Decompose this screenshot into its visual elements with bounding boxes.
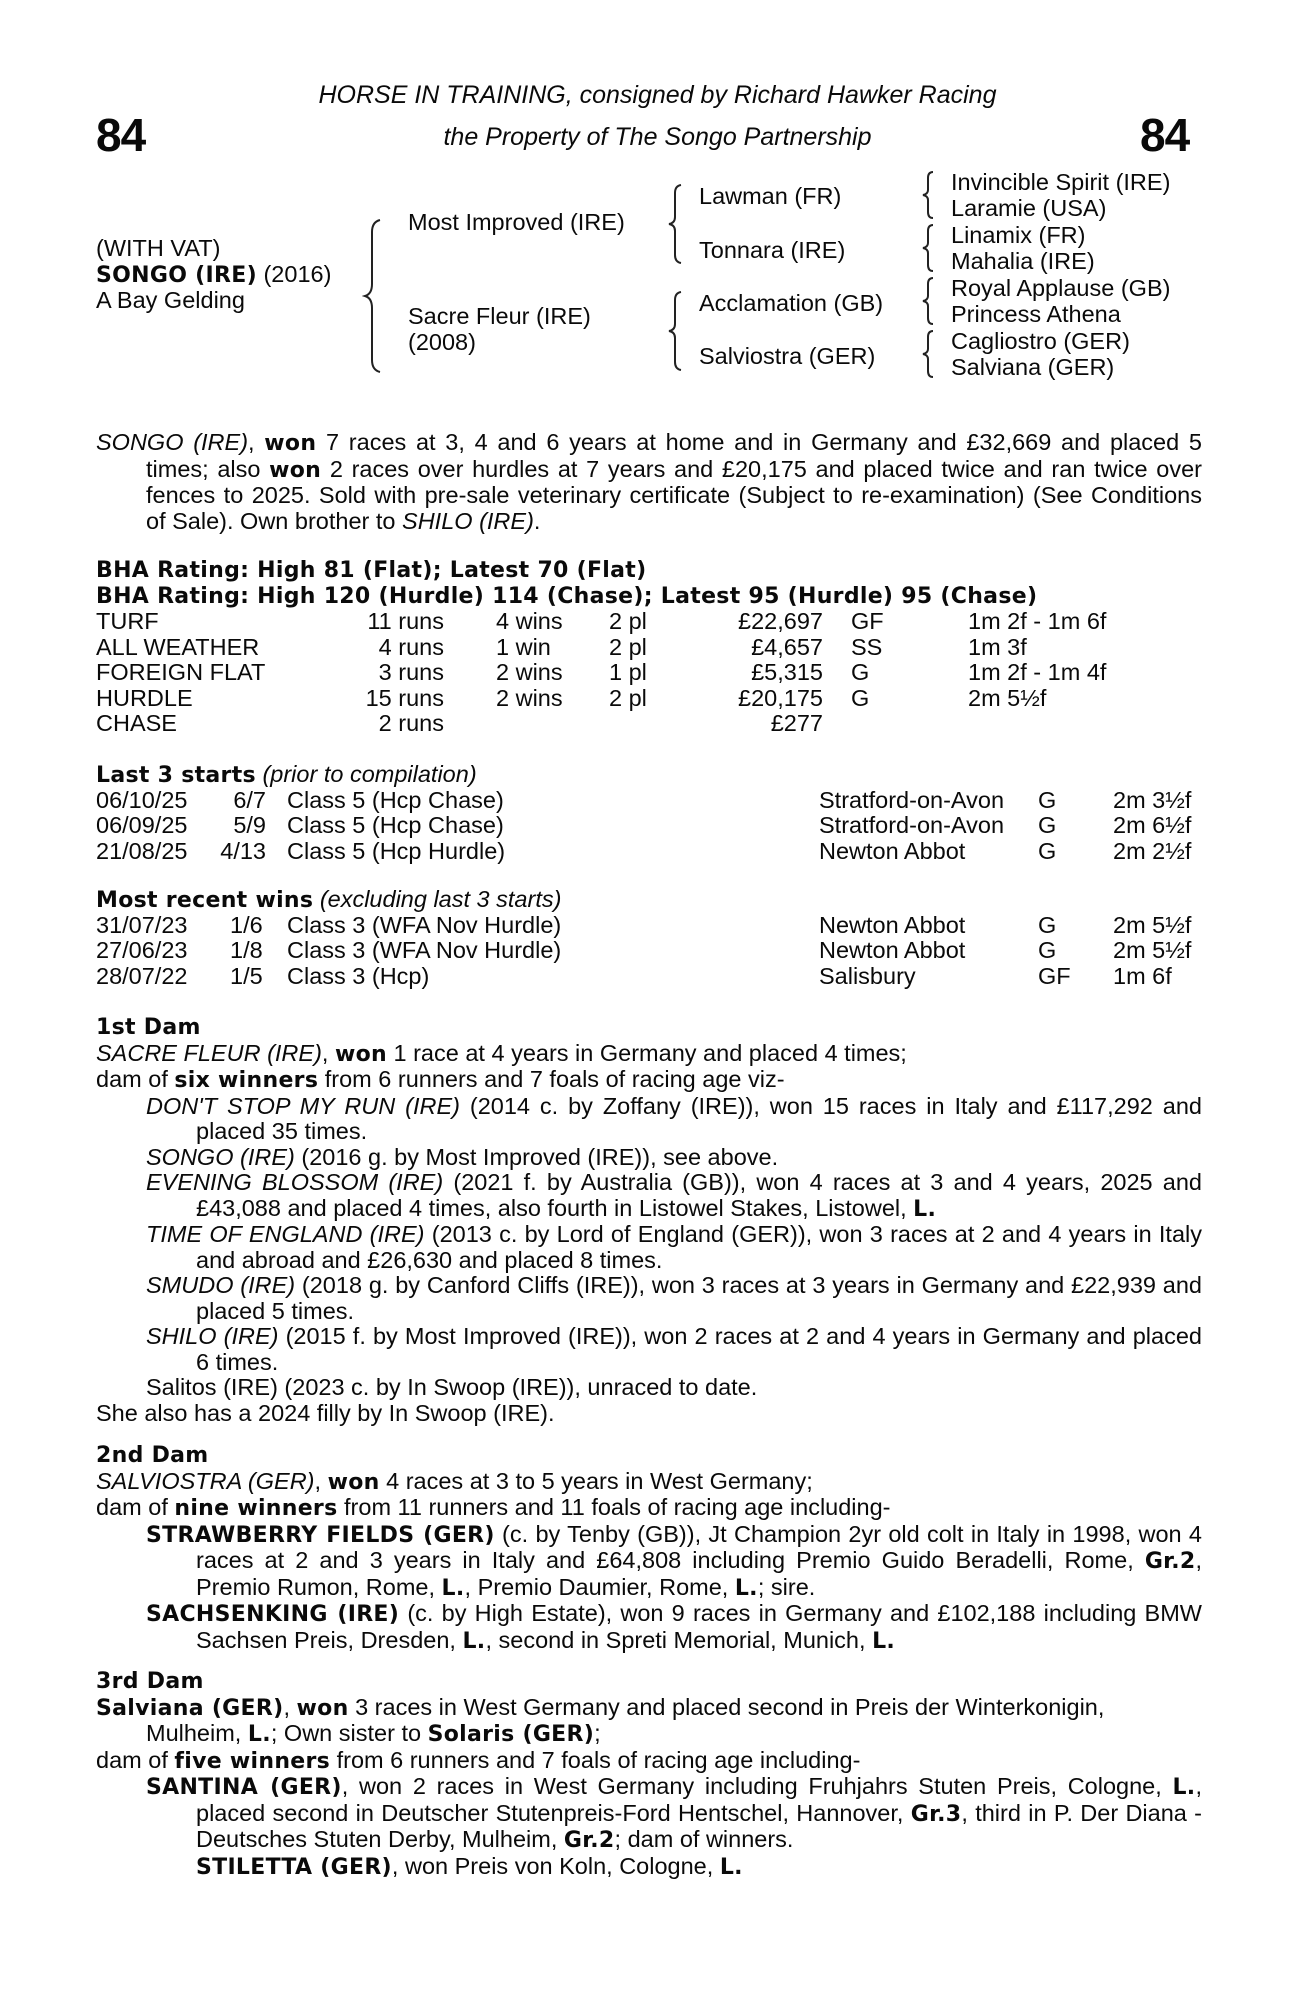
horse-title <box>96 262 331 289</box>
listed-label: L. <box>719 1854 743 1880</box>
group-label: Gr.2 <box>1144 1549 1196 1574</box>
bha-rating-jumps: BHA Rating: High 120 (Hurdle) 114 (Chase); Latest 95 (Hurdle) 95 (Chase) <box>96 584 1038 609</box>
dam-name: Sacre Fleur (IRE) <box>408 303 591 329</box>
race-date: 28/07/22 <box>96 962 188 989</box>
produce-text: (2013 c. by Lord of England (GER)), won 3 races at 2 and 4 years in Italy and abroad and £26,630 and placed 8 times. <box>196 1221 1202 1273</box>
produce-name: SONGO (IRE) <box>146 1143 295 1170</box>
produce-name: EVENING BLOSSOM (IRE) <box>146 1169 444 1195</box>
won-label: won <box>264 431 317 456</box>
section-heading <box>96 887 1196 913</box>
consignor-heading: HORSE IN TRAINING, consigned by Richard Hawker Racing <box>318 81 997 109</box>
race-class: Class 5 (Hcp Hurdle) <box>287 837 506 864</box>
dam-of-line <box>96 1067 1202 1094</box>
stat-going: G <box>851 659 870 685</box>
summary-end: . <box>533 507 541 534</box>
racing-summary: SONGO (IRE), won 7 races at 3, 4 and 6 years at home and in Germany and £32,669 and placed 5 times; also won 2 races over hurdles at 7 years and £20,175 and placed twice and ran twice over fences to 2025. Sold with pre-sale veterinary certificate (Subject to re-examination) (See Conditions of Sale). Own brother to SHILO (IRE). <box>96 429 1202 534</box>
summary-text: 2 races over hurdles at 7 years and £20,175 and placed twice and ran twice over fences to 2025. Sold with pre-sale veterinary certificate (Subject to re-examination) (See Conditions of Sale). Own brother to <box>146 455 1202 534</box>
stats-row <box>96 686 1196 712</box>
group-label: Gr.2 <box>563 1828 615 1853</box>
dam-summary: SACRE FLEUR (IRE), won 1 race at 4 years in Germany and placed 4 times; <box>96 1039 907 1067</box>
gen3-4: Mahalia (IRE) <box>951 248 1095 274</box>
produce-item <box>96 1774 1202 1854</box>
section-title: 2nd Dam <box>96 1443 209 1468</box>
race-date: 06/09/25 <box>96 812 188 838</box>
won-label: won <box>269 457 322 483</box>
race-course: Stratford-on-Avon <box>819 786 1005 813</box>
listed-label: L. <box>913 1196 937 1222</box>
race-class: Class 5 (Hcp Chase) <box>287 812 504 838</box>
stats-row <box>96 711 1196 737</box>
produce-name: SHILO (IRE) <box>146 1323 279 1349</box>
horse-description: A Bay Gelding <box>96 287 245 313</box>
stat-prize: £4,657 <box>751 633 823 660</box>
race-date: 31/07/23 <box>96 911 188 938</box>
race-class: Class 5 (Hcp Chase) <box>287 786 504 813</box>
race-going: G <box>1038 837 1057 864</box>
dam-summary: SALVIOSTRA (GER), won 4 races at 3 to 5 years in West Germany; <box>96 1467 813 1495</box>
property-heading: the Property of The Songo Partnership <box>443 123 872 151</box>
dam-sire: Acclamation (GB) <box>699 290 884 316</box>
produce-item <box>96 1145 1202 1171</box>
dam-of-line <box>96 1495 1202 1522</box>
race-position: 1/8 <box>230 937 263 963</box>
stat-going: SS <box>851 633 883 660</box>
race-position: 5/9 <box>233 812 266 838</box>
gen3-7: Cagliostro (GER) <box>951 328 1130 354</box>
section-title: Last 3 starts <box>96 763 256 788</box>
horse-year: (2016) <box>263 261 332 287</box>
produce-name: SACHSENKING (IRE) <box>146 1602 400 1627</box>
gen3-1: Invincible Spirit (IRE) <box>951 169 1171 195</box>
brace-icon <box>362 218 384 374</box>
stat-type: ALL WEATHER <box>96 633 260 660</box>
last-3-starts <box>96 762 1196 864</box>
summary-horse-name: SONGO (IRE) <box>96 429 249 455</box>
bha-rating-flat: BHA Rating: High 81 (Flat); Latest 70 (Flat) <box>96 558 647 583</box>
produce-item <box>96 1522 1202 1602</box>
section-title: 1st Dam <box>96 1015 201 1040</box>
stat-runs: 15 runs <box>365 684 444 711</box>
section-heading <box>96 762 1196 788</box>
race-course: Newton Abbot <box>819 937 966 963</box>
lot-number-right: 84 <box>1140 109 1190 161</box>
race-position: 4/13 <box>220 837 266 864</box>
sire-name: Most Improved (IRE) <box>408 209 625 235</box>
sire-dam: Tonnara (IRE) <box>699 237 846 263</box>
produce-text: , second in Spreti Memorial, Munich, <box>485 1626 873 1653</box>
stat-type: HURDLE <box>96 684 193 711</box>
race-row <box>96 964 1196 990</box>
race-course: Newton Abbot <box>819 837 966 864</box>
dam-of-suffix: from 6 runners and 7 foals of racing age viz- <box>318 1066 785 1092</box>
race-course: Newton Abbot <box>819 911 966 938</box>
produce-text: , Premio Daumier, Rome, <box>464 1573 735 1600</box>
race-going: G <box>1038 786 1057 813</box>
stat-runs: 3 runs <box>378 659 444 685</box>
stat-prize: £5,315 <box>751 659 823 685</box>
race-row <box>96 839 1196 865</box>
stat-prize: £20,175 <box>738 684 823 711</box>
dam-of-prefix: dam of <box>96 1494 175 1520</box>
most-recent-wins <box>96 887 1196 989</box>
race-course: Salisbury <box>819 962 916 989</box>
race-distance: 2m 5½f <box>1113 937 1192 963</box>
produce-text: , won 2 races in West Germany including Fruhjahrs Stuten Preis, Cologne, <box>341 1773 1173 1799</box>
race-distance: 2m 3½f <box>1113 786 1192 813</box>
race-going: G <box>1038 812 1057 838</box>
race-distance: 2m 6½f <box>1113 812 1192 838</box>
gen3-6: Princess Athena <box>951 301 1121 327</box>
race-distance: 2m 2½f <box>1113 837 1192 864</box>
stat-wins: 4 wins <box>496 608 563 634</box>
stat-placed: 2 pl <box>609 608 647 634</box>
race-distance: 2m 5½f <box>1113 911 1192 938</box>
brace-icon <box>920 223 936 273</box>
stat-type: CHASE <box>96 710 177 736</box>
race-going: GF <box>1038 962 1071 989</box>
gen3-2: Laramie (USA) <box>951 195 1107 221</box>
stat-placed: 2 pl <box>609 684 647 711</box>
sister-name: Solaris (GER) <box>427 1722 595 1747</box>
race-date: 06/10/25 <box>96 786 188 813</box>
produce-text: , third in P. Der Diana - Deutsches Stuten Derby, Mulheim, <box>196 1799 1202 1852</box>
produce-name: SANTINA (GER) <box>146 1775 342 1800</box>
produce-name: STRAWBERRY FIELDS (GER) <box>146 1522 495 1548</box>
listed-label: L. <box>1172 1775 1196 1800</box>
stat-placed: 1 pl <box>609 659 647 685</box>
race-course: Stratford-on-Avon <box>819 812 1005 838</box>
listed-label: L. <box>872 1628 896 1654</box>
produce-text: ; sire. <box>757 1573 816 1600</box>
stat-going: G <box>851 684 870 711</box>
produce-item <box>96 1094 1202 1145</box>
stat-wins: 1 win <box>496 633 551 660</box>
dam-text: 1 race at 4 years in Germany and placed 4 times; <box>386 1039 907 1066</box>
stat-type: FOREIGN FLAT <box>96 659 266 685</box>
stat-distance: 1m 2f - 1m 4f <box>968 659 1107 685</box>
race-date: 27/06/23 <box>96 937 188 963</box>
winners-count: six winners <box>174 1068 319 1093</box>
dam-text: 3 races in West Germany and placed second in Preis der Winterkonigin, Mulheim, <box>146 1693 1105 1746</box>
dam-of-suffix: from 11 runners and 11 foals of racing age including- <box>337 1494 891 1520</box>
gen3-8: Salviana (GER) <box>951 354 1115 380</box>
produce-text: (2021 f. by Australia (GB)), won 4 races at 3 and 4 years, 2025 and £43,088 and placed 4 times, also fourth in Listowel Stakes, Listowel, <box>196 1169 1202 1221</box>
won-label: won <box>327 1469 380 1495</box>
summary-text: 7 races at 3, 4 and 6 years at home and in Germany and £32,669 and placed 5 times; also <box>146 429 1202 482</box>
lot-number-left: 84 <box>96 109 146 161</box>
stat-distance: 2m 5½f <box>968 684 1047 711</box>
horse-name: SONGO (IRE) <box>96 263 257 288</box>
produce-name: SMUDO (IRE) <box>146 1272 296 1298</box>
produce-text: (2014 c. by Zoffany (IRE)), won 15 races in Italy and £117,292 and placed 35 times. <box>196 1092 1202 1144</box>
brace-icon <box>666 290 684 372</box>
section-subtitle: (prior to compilation) <box>262 761 477 787</box>
dam-of-line <box>96 1748 1202 1775</box>
race-row <box>96 938 1196 964</box>
winners-count: five winners <box>174 1748 331 1774</box>
stat-runs: 4 runs <box>378 633 444 660</box>
stat-going: GF <box>851 608 884 634</box>
produce-text: , placed second in Deutscher Stutenpreis-Ford Hentschel, Hannover, <box>196 1773 1202 1826</box>
brace-icon <box>920 276 936 326</box>
stat-runs: 11 runs <box>367 608 444 634</box>
dam-text: ; <box>594 1720 601 1746</box>
produce-item <box>96 1170 1202 1222</box>
race-row <box>96 788 1196 814</box>
produce-text: (c. by Tenby (GB)), Jt Champion 2yr old colt in Italy in 1998, won 4 races at 2 and 3 years in Italy and £64,808 including Premio Guido Beradelli, Rome, <box>196 1520 1202 1573</box>
vat-label: (WITH VAT) <box>96 235 221 261</box>
stats-row <box>96 635 1196 661</box>
race-date: 21/08/25 <box>96 837 188 864</box>
stat-distance: 1m 2f - 1m 6f <box>968 608 1107 634</box>
dam-dam: Salviostra (GER) <box>699 343 876 369</box>
race-class: Class 3 (Hcp) <box>287 962 430 989</box>
produce-item <box>96 1222 1202 1273</box>
dam-of-prefix: dam of <box>96 1066 175 1092</box>
produce-text: , Premio Rumon, Rome, <box>196 1547 1202 1600</box>
listed-label: L. <box>462 1628 486 1654</box>
produce-item-unraced: Salitos (IRE) (2023 c. by In Swoop (IRE)), unraced to date. <box>146 1374 758 1400</box>
produce-item <box>96 1601 1202 1654</box>
brace-icon <box>666 183 684 265</box>
stat-type: TURF <box>96 608 159 634</box>
produce-text: (c. by High Estate), won 9 races in Germany and £102,188 including BMW Sachsen Preis, Dresden, <box>196 1600 1202 1653</box>
dam-text: ; Own sister to <box>270 1720 428 1746</box>
section-title: 3rd Dam <box>96 1669 204 1694</box>
dam-of-prefix: dam of <box>96 1746 175 1773</box>
race-position: 1/6 <box>230 911 263 938</box>
stat-wins: 2 wins <box>496 659 563 685</box>
dam-of-suffix: from 6 runners and 7 foals of racing age including- <box>330 1746 861 1773</box>
listed-label: L. <box>734 1575 758 1601</box>
race-going: G <box>1038 937 1057 963</box>
dam-year: (2008) <box>408 329 476 355</box>
dam-also-note: She also has a 2024 filly by In Swoop (IRE). <box>96 1399 555 1426</box>
gen3-3: Linamix (FR) <box>951 222 1086 248</box>
third-dam-section <box>96 1669 1202 1880</box>
race-position: 1/5 <box>230 962 263 989</box>
produce-text: , won Preis von Koln, Cologne, <box>391 1852 720 1879</box>
stat-prize: £22,697 <box>738 608 823 634</box>
produce-name: TIME OF ENGLAND (IRE) <box>146 1221 425 1247</box>
produce-item <box>96 1324 1202 1375</box>
listed-label: L. <box>247 1722 271 1747</box>
produce-item <box>96 1854 1202 1881</box>
dam-name: SALVIOSTRA (GER) <box>96 1467 315 1494</box>
dam-text: 4 races at 3 to 5 years in West Germany; <box>379 1467 813 1494</box>
produce-text: (2018 g. by Canford Cliffs (IRE)), won 3 races at 3 years in Germany and £22,939 and placed 5 times. <box>196 1272 1202 1324</box>
produce-name: STILETTA (GER) <box>196 1854 392 1880</box>
group-label: Gr.3 <box>910 1801 962 1827</box>
stat-runs: 2 runs <box>378 710 444 736</box>
produce-item <box>96 1273 1202 1324</box>
section-subtitle: (excluding last 3 starts) <box>319 886 562 912</box>
race-class: Class 3 (WFA Nov Hurdle) <box>287 937 562 963</box>
stat-distance: 1m 3f <box>968 633 1027 660</box>
listed-label: L. <box>441 1575 465 1601</box>
race-going: G <box>1038 911 1057 938</box>
stats-row <box>96 660 1196 686</box>
section-title: Most recent wins <box>96 888 314 913</box>
winners-count: nine winners <box>174 1496 338 1521</box>
dam-name: Salviana (GER) <box>96 1695 284 1721</box>
stats-table <box>96 609 1196 737</box>
won-label: won <box>334 1041 387 1067</box>
brace-icon <box>920 170 936 220</box>
brace-icon <box>920 329 936 379</box>
stat-prize: £277 <box>770 710 823 736</box>
dam-name: SACRE FLEUR (IRE) <box>96 1039 322 1066</box>
won-label: won <box>296 1695 349 1721</box>
gen3-5: Royal Applause (GB) <box>951 275 1171 301</box>
stats-row <box>96 609 1196 635</box>
produce-name: DON'T STOP MY RUN (IRE) <box>146 1092 460 1119</box>
produce-text: (2015 f. by Most Improved (IRE)), won 2 races at 2 and 4 years in Germany and placed 6 times. <box>196 1323 1202 1375</box>
sire-sire: Lawman (FR) <box>699 183 842 209</box>
brother-name: SHILO (IRE) <box>402 507 534 534</box>
race-position: 6/7 <box>233 786 266 813</box>
produce-text: (2016 g. by Most Improved (IRE)), see above. <box>294 1143 779 1170</box>
dam-summary: Salviana (GER), won 3 races in West Germany and placed second in Preis der Winterkonigin, Mulheim, L.; Own sister to Solaris (GER); <box>96 1693 1105 1747</box>
produce-text: ; dam of winners. <box>614 1826 794 1852</box>
race-row <box>96 913 1196 939</box>
second-dam-section <box>96 1443 1202 1654</box>
first-dam-section <box>96 1015 1202 1426</box>
race-class: Class 3 (WFA Nov Hurdle) <box>287 911 562 938</box>
race-row <box>96 813 1196 839</box>
stat-wins: 2 wins <box>496 684 563 711</box>
race-distance: 1m 6f <box>1113 962 1172 989</box>
stat-placed: 2 pl <box>609 633 647 660</box>
